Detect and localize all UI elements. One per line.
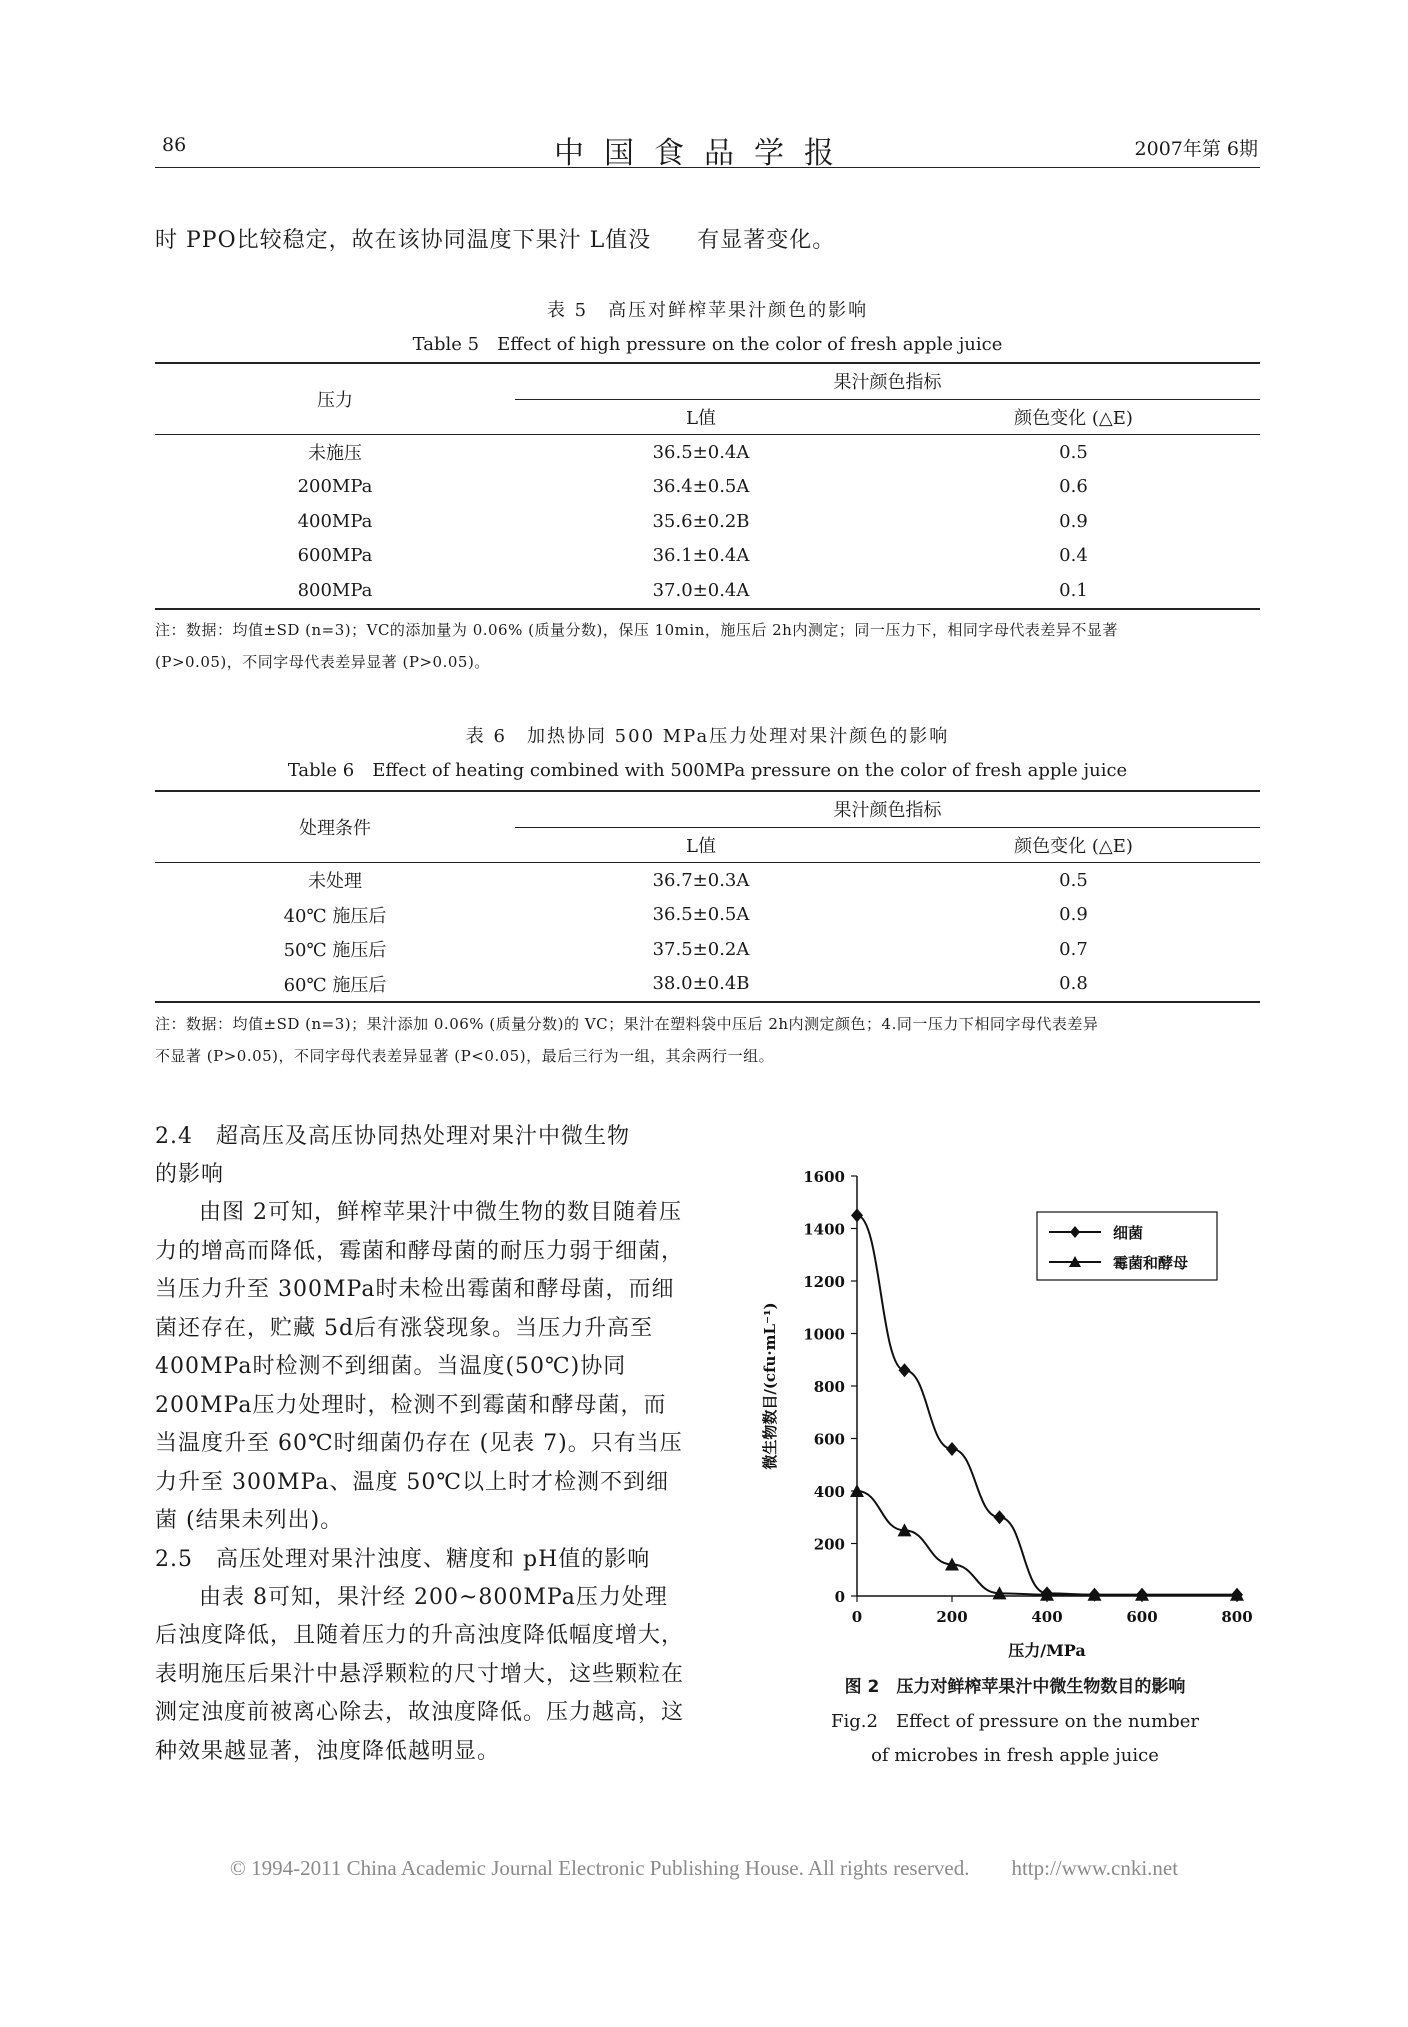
table6-cell-l: 38.0±0.4B	[515, 967, 887, 1003]
data-point-bacteria	[946, 1442, 958, 1456]
page-number: 86	[162, 134, 187, 156]
table5-cell-l: 36.4±0.5A	[652, 476, 750, 498]
figure2-caption-en	[745, 1705, 1285, 1773]
table5-cell-de: 0.1	[887, 573, 1260, 609]
data-point-bacteria	[851, 1208, 863, 1222]
x-tick-label: 200	[936, 1608, 968, 1626]
y-tick-label: 800	[813, 1378, 845, 1396]
x-tick-label: 0	[851, 1608, 863, 1626]
x-tick-label: 600	[1126, 1608, 1158, 1626]
table5-note-2: (P>0.05)，不同字母代表差异显著 (P>0.05)。	[155, 653, 490, 671]
table5-col-group: 果汁颜色指标	[515, 363, 1260, 399]
table6-caption-en: Table 6 Effect of heating combined with 500MPa pressure on the color of fresh apple juice	[287, 760, 1128, 781]
x-tick-label: 400	[1031, 1608, 1063, 1626]
table5-cell-l: 36.5±0.4A	[652, 441, 750, 463]
table5-cell-de: 0.5	[1059, 441, 1088, 463]
continuation-text: 时 PPO比较稳定，故在该协同温度下果汁 L值没 有显著变化。	[155, 228, 836, 253]
y-tick-label: 1200	[803, 1273, 845, 1291]
table6-col-l: L值	[515, 827, 887, 863]
table6-cell-de: 0.9	[1059, 904, 1088, 926]
table5-body	[155, 435, 1260, 609]
y-tick-label: 200	[813, 1535, 845, 1554]
table5-col-l: L值	[515, 399, 887, 435]
y-axis-title: 微生物数目/(cfu·mL⁻¹)	[761, 1302, 779, 1470]
table6-cell-cond: 40℃ 施压后	[283, 905, 387, 927]
table5-row	[155, 470, 1260, 505]
header-rule	[155, 167, 1260, 168]
table5	[155, 362, 1260, 610]
table5-col-de: 颜色变化 (△E)	[887, 399, 1260, 435]
table5-caption-zh: 表 5 高压对鲜榨苹果汁颜色的影响	[546, 300, 869, 321]
table5-cell-cond: 400MPa	[297, 510, 373, 532]
section-2-4-paragraph: 由图 2可知，鲜榨苹果汁中微生物的数目随着压力的增高而降低，霉菌和酵母菌的耐压力弱于细菌，当压力升至 300MPa时未检出霉菌和酵母菌，而细菌还存在，贮藏 5d后有涨袋现象。当压力升高至 400MPa时检测不到细菌。当温度(50℃)协同 200MPa压力处理时，检测不到霉菌和酵母菌，而当温度升至 60℃时细菌仍存在 (见表 7)。只有当压力升至 300MPa、温度 50℃以上时才检测不到细菌 (结果未列出)。	[155, 1200, 685, 1533]
table5-caption-en: Table 5 Effect of high pressure on the color of fresh apple juice	[412, 334, 1003, 355]
table6-col-group: 果汁颜色指标	[515, 791, 1260, 827]
table6-body	[155, 863, 1260, 1003]
table6-col-de: 颜色变化 (△E)	[887, 827, 1260, 863]
section-2-5-paragraph: 由表 8可知，果汁经 200~800MPa压力处理后浊度降低，且随着压力的升高浊度降低幅度增大，表明施压后果汁中悬浮颗粒的尺寸增大，这些颗粒在测定浊度前被离心除去，故浊度降低。压力越高，这种效果越显著，浊度降低越明显。	[155, 1584, 685, 1764]
table5-cell-de: 0.9	[1059, 510, 1088, 532]
x-axis-title: 压力/MPa	[1008, 1641, 1086, 1660]
y-tick-label: 600	[813, 1430, 845, 1449]
section-2-4-heading-2: 的影响	[155, 1162, 225, 1187]
table6-cell-de: 0.8	[887, 967, 1260, 1003]
y-tick-label: 0	[834, 1588, 845, 1606]
table5-cell-l: 37.0±0.4A	[515, 573, 887, 609]
table5-cell-de: 0.4	[1059, 545, 1088, 567]
series-line-mold-yeast	[857, 1491, 1237, 1595]
table5-cell-cond: 200MPa	[297, 476, 373, 498]
table6-cell-cond: 50℃ 施压后	[283, 940, 387, 962]
table6-cell-l: 37.5±0.2A	[652, 938, 750, 960]
table5-note-1: 注：数据：均值±SD (n=3)；VC的添加量为 0.06% (质量分数)，保压 10min，施压后 2h内测定；同一压力下，相同字母代表差异不显著	[155, 621, 1118, 639]
table5-row	[155, 573, 1260, 609]
data-point-bacteria	[994, 1510, 1006, 1524]
table6-row	[155, 898, 1260, 933]
table5-cell-cond: 800MPa	[155, 573, 515, 609]
table6-note-2: 不显著 (P>0.05)，不同字母代表差异显著 (P<0.05)，最后三行为一组，其余两行一组。	[155, 1047, 775, 1065]
y-tick-label: 400	[813, 1483, 845, 1501]
copyright-footer: © 1994-2011 China Academic Journal Electronic Publishing House. All rights reserved. http://www.cnki.net	[229, 1856, 1179, 1880]
table5-cell-l: 36.1±0.4A	[652, 545, 750, 567]
table6-note-1: 注：数据：均值±SD (n=3)；果汁添加 0.06% (质量分数)的 VC；果汁在塑料袋中压后 2h内测定颜色；4.同一压力下相同字母代表差异	[155, 1015, 1099, 1033]
table5-col-first: 压力	[155, 363, 515, 435]
figure2-caption-zh: 图 2 压力对鲜榨苹果汁中微生物数目的影响	[844, 1677, 1186, 1697]
data-point-bacteria	[899, 1363, 911, 1377]
issue-label: 2007年第 6期	[1134, 138, 1258, 160]
table6-col-first: 处理条件	[155, 791, 515, 863]
table5-row	[155, 539, 1260, 574]
journal-title: 中国食品学报	[554, 136, 854, 171]
y-tick-label: 1000	[803, 1325, 845, 1344]
legend-label: 霉菌和酵母	[1113, 1254, 1189, 1272]
y-tick-label: 1600	[803, 1168, 845, 1186]
table6	[155, 790, 1260, 1003]
table5-row	[155, 435, 1260, 470]
table6-cell-l: 36.7±0.3A	[652, 869, 750, 891]
table5-cell-de: 0.6	[1059, 476, 1088, 498]
table6-cell-de: 0.7	[1059, 938, 1088, 960]
table6-cell-cond: 未处理	[308, 871, 362, 893]
section-2-4-heading-1: 2.4 超高压及高压协同热处理对果汁中微生物	[155, 1124, 630, 1149]
table5-cell-cond: 未施压	[308, 443, 362, 465]
table6-caption-zh: 表 6 加热协同 500 MPa压力处理对果汁颜色的影响	[465, 726, 950, 747]
x-tick-label: 800	[1221, 1608, 1253, 1626]
y-tick-label: 1400	[803, 1220, 845, 1239]
table5-cell-l: 35.6±0.2B	[652, 510, 750, 532]
table5-cell-cond: 600MPa	[297, 545, 373, 567]
table6-cell-de: 0.5	[1059, 869, 1088, 891]
table6-cell-l: 36.5±0.5A	[652, 904, 750, 926]
table6-row	[155, 863, 1260, 898]
table6-row	[155, 967, 1260, 1003]
figure2-chart	[745, 1140, 1265, 1660]
table5-row	[155, 504, 1260, 539]
figure2-caption-en-1: Fig.2 Effect of pressure on the number	[831, 1711, 1199, 1732]
section-2-5-heading: 2.5 高压处理对果汁浊度、糖度和 pH值的影响	[155, 1546, 651, 1572]
figure2-caption-en-2: of microbes in fresh apple juice	[871, 1745, 1159, 1766]
left-column	[155, 1118, 685, 1771]
table6-cell-cond: 60℃ 施压后	[155, 967, 515, 1003]
table6-row	[155, 932, 1260, 967]
legend-label: 细菌	[1113, 1224, 1144, 1242]
